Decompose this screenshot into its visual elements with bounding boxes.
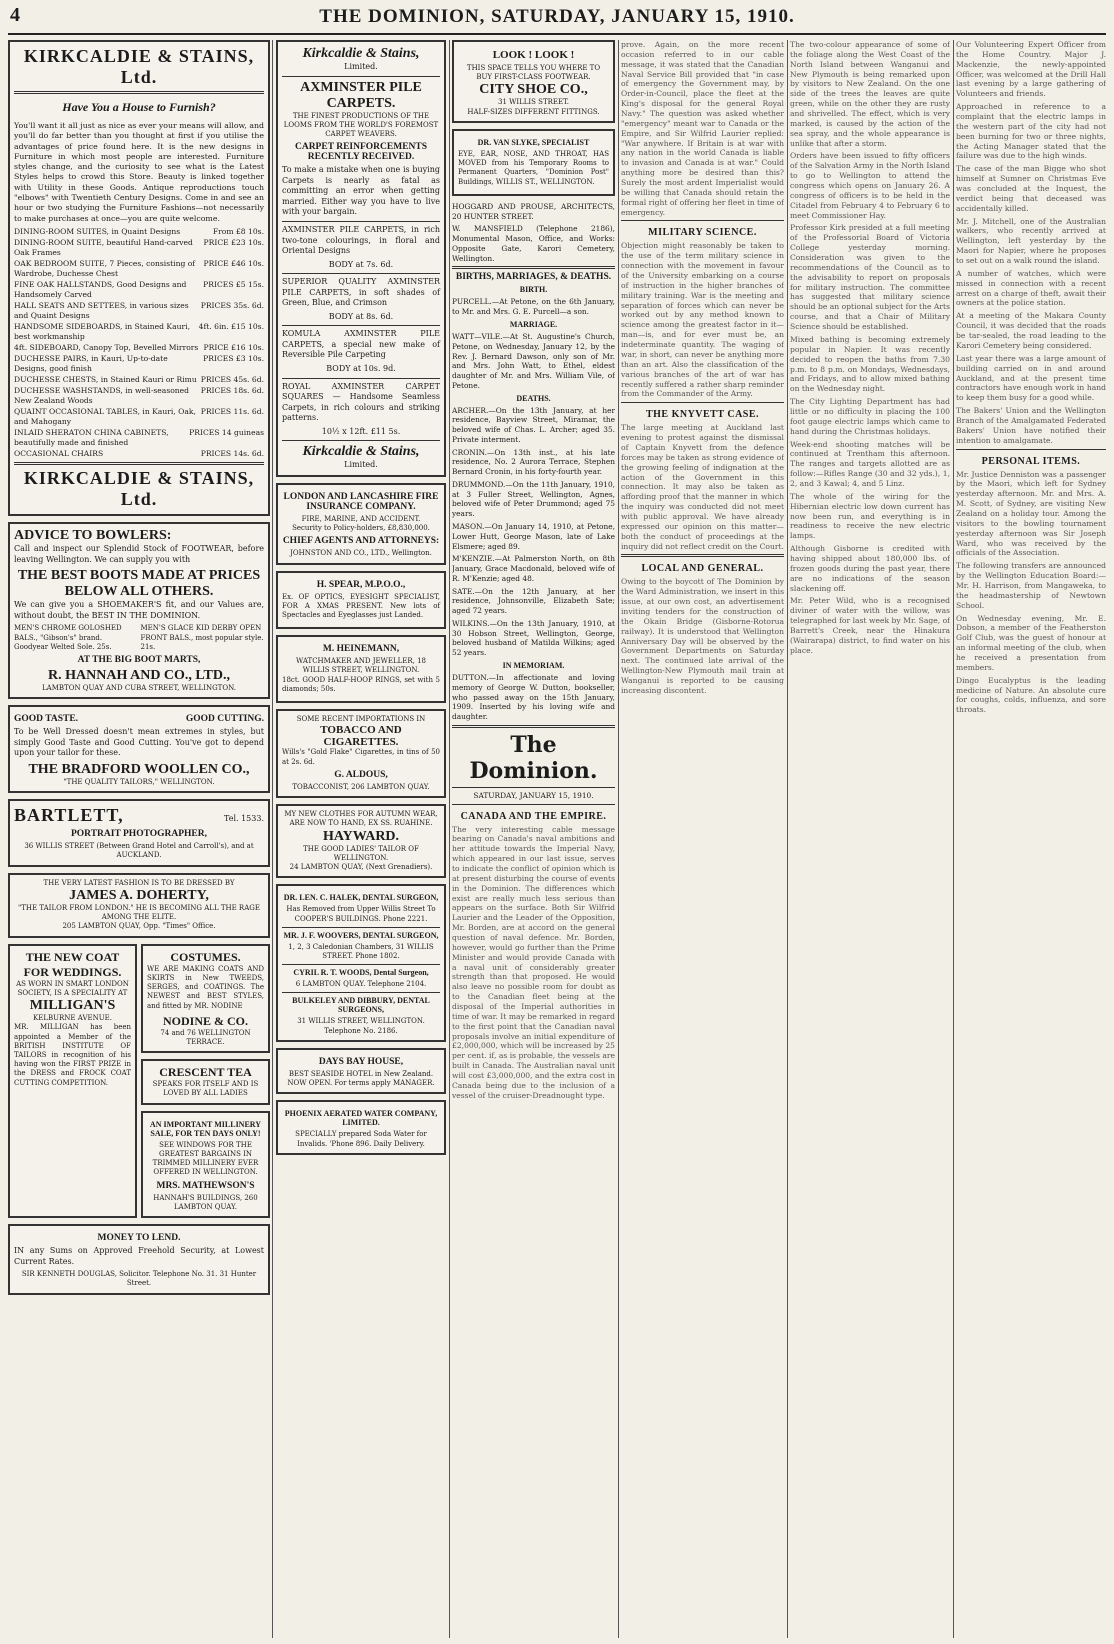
column-3 bbox=[452, 40, 615, 1638]
nodine-ad bbox=[141, 944, 270, 1054]
ad-preheading: SOME RECENT IMPORTATIONS IN bbox=[296, 715, 426, 724]
company-name: CITY SHOE CO., bbox=[479, 82, 588, 98]
newspaper-title: THE DOMINION, SATURDAY, JANUARY 15, 1910. bbox=[319, 6, 795, 27]
divider bbox=[282, 325, 440, 326]
death-notice: DRUMMOND.—On the 11th January, 1910, at 3 Fuller Street, Wellington, Agnes, beloved wife of Peter Drummond; aged 75 years. bbox=[452, 479, 615, 519]
company-address: TOBACCONIST, 206 LAMBTON QUAY. bbox=[292, 782, 430, 791]
boot-item: MEN'S CHROME GOLOSHED BALS., "Gibson's" brand. Goodyear Welted Sole. 25s. bbox=[14, 624, 122, 651]
dentist-name: BULKELEY AND DIBBURY, DENTAL SURGEONS, bbox=[292, 996, 430, 1015]
price-item: DUCHESSE WASHSTANDS, in well-seasoned New Zealand Woods PRICES 18s. 6d. bbox=[14, 386, 264, 406]
ad-text: WE ARE MAKING COATS AND SKIRTS in New TWEEDS, SERGES, and COATINGS. The NEWEST and BEST STYLES, and fitted by MR. NODINE bbox=[147, 964, 264, 1010]
ad-heading: MONEY TO LEND. bbox=[97, 1233, 181, 1244]
divider bbox=[452, 804, 615, 805]
ad-text: WATCHMAKER AND JEWELLER, 18 WILLIS STREET, WELLINGTON. bbox=[296, 657, 426, 675]
ad-heading: DAYS BAY HOUSE, bbox=[318, 1056, 404, 1067]
insurance-ad bbox=[276, 483, 446, 565]
bottom-ad-grid bbox=[8, 944, 270, 1225]
page-header bbox=[0, 0, 1114, 36]
ad-heading: THE NEW COAT FOR WEDDINGS. bbox=[23, 949, 122, 979]
price-item: INLAID SHERATON CHINA CABINETS, beautifully made and finished PRICES 14 guineas bbox=[14, 428, 264, 448]
ad-heading: ADVICE TO BOWLERS: bbox=[14, 528, 172, 544]
column-rule bbox=[618, 40, 619, 1638]
agents-name: JOHNSTON AND CO., LTD., Wellington. bbox=[290, 549, 432, 558]
ad-note: HALF-SIZES DIFFERENT FITTINGS. bbox=[467, 107, 600, 116]
company-tagline: THE GOOD LADIES' TAILOR OF WELLINGTON. bbox=[303, 844, 419, 862]
news-paragraph: The two-colour appearance of some of the foliage along the West Coast of the North Island between Wanganui and New Plymouth is being remarked upon by visitors to New Zealand. On the one side of the trees the leaves are quite green, while on the other they are rusty and shrivelled. The effect, which is very marked, is caused by the action of the sea spray, and the whole appearance is unlike that after a storm. bbox=[790, 40, 950, 148]
carpet-price: BODY at 8s. 6d. bbox=[328, 311, 394, 321]
article-body: The large meeting at Auckland last evening to protest against the dismissal of Captain Knyvett from the defence forces may be taken as strong evidence of the growing feeling of indignation at the action of the Government in this connection. It may also be taken as affording proof that the manner in which the inquiry was conducted did not meet with public approval. We have already expressed our opinion on this matter—both the conduct of proceedings at the inquiry did not reflect credit on the Court. bbox=[621, 423, 784, 551]
product-heading: AXMINSTER PILE CARPETS. bbox=[300, 79, 422, 111]
death-notice: CRONIN.—On 13th inst., at his late residence, No. 2 Aurora Terrace, Stephen Bernard Cronin, in his forty-fourth year. bbox=[452, 447, 615, 477]
news-paragraph: Mr. Peter Wild, who is a recognised diviner of water with the willow, was telegraphed for last week by Mr. Sage, of Barrett's Creek, near the Hinakura (Wairarapa) district, to find water on his place. bbox=[790, 596, 950, 655]
price-item: HALL SEATS AND SETTEES, in various sizes and Quaint Designs PRICES 35s. 6d. bbox=[14, 300, 264, 320]
company-name: R. HANNAH AND CO., LTD., bbox=[48, 668, 230, 684]
dentist-text: 31 WILLIS STREET, WELLINGTON. Telephone No. 2186. bbox=[297, 1017, 425, 1035]
price-item: FINE OAK HALLSTANDS, Good Designs and Handsomely Carved PRICES £5 15s. bbox=[14, 279, 264, 299]
divider bbox=[282, 76, 440, 77]
dentist-ads bbox=[276, 884, 446, 1042]
page-number: 4 bbox=[10, 4, 20, 26]
section-heading: BIRTHS, MARRIAGES, & DEATHS. bbox=[455, 272, 612, 283]
news-paragraph: Week-end shooting matches will be continued at Trentham this afternoon. The ranges and targets allotted are as follow:—Rifles Range (30 and 32 yds.), 1, 2, and 3 Kawal; 4, and 5 Linz. bbox=[790, 439, 950, 488]
kirkcaldie-furniture-ad bbox=[8, 40, 270, 516]
divider bbox=[452, 725, 615, 728]
mathewson-ad bbox=[141, 1111, 270, 1218]
column-1 bbox=[8, 40, 270, 1638]
ad-text: MY NEW CLOTHES FOR AUTUMN WEAR, ARE NOW TO HAND, EX SS. RUAHINE. bbox=[284, 810, 438, 828]
header-rule bbox=[8, 33, 1106, 35]
death-notice: MASON.—On January 14, 1910, at Petone, Lower Hutt, George Mason, late of Lake Elsmere; aged 89. bbox=[452, 522, 615, 551]
divider bbox=[621, 220, 784, 221]
ad-subheading: Have You a House to Furnish? bbox=[62, 100, 216, 114]
carpet-size: 10½ x 12ft. £11 5s. bbox=[321, 426, 401, 436]
company-name: MRS. MATHEWSON'S bbox=[156, 1180, 255, 1191]
phoenix-ad bbox=[276, 1100, 446, 1154]
ad-intro: You'll want it all just as nice as ever your means will allow, and you'll do far better than you thought at first if you utilise the advantages of price found here. It is the new designs in Furniture in which most people are interested. Furniture styles change, and the curiosity to see what is the Latest Styles helps to crowd this Store. Beauty is linked together with Utility in these Goods. Antique reproductions touch "elbows" with Twentieth Century Designs. Come in and see an hour or two studying the Furniture Fashions—not necessarily to make purchases at once—you are quite welcome. bbox=[14, 121, 264, 223]
article-heading: LOCAL AND GENERAL. bbox=[641, 563, 764, 575]
ad-text: BEST SEASIDE HOTEL in New Zealand. NOW OPEN. For terms apply MANAGER. bbox=[287, 1069, 435, 1088]
masthead: The Dominion. bbox=[469, 731, 598, 784]
company-address: HANNAH'S BUILDINGS, 260 LAMBTON QUAY. bbox=[153, 1193, 258, 1211]
hannah-boots-ad bbox=[8, 522, 270, 699]
ad-heading: Kirkcaldie & Stains, bbox=[302, 46, 420, 61]
ad-subheading: PORTRAIT PHOTOGRAPHER, bbox=[70, 829, 208, 840]
van-slyke-ad bbox=[452, 129, 615, 196]
news-paragraph: Orders have been issued to fifty officers of the Salvation Army in the North Island to go to Wellington to attend the congress which opens on January 26. A congress of officers is to be held in the Citadel from February 4 to February 6 to meet Commissioner Hay. bbox=[790, 151, 950, 220]
price-item: 4ft. SIDEBOARD, Canopy Top, Bevelled Mirrors PRICE £16 10s. bbox=[14, 342, 264, 352]
birth-notice: PURCELL.—At Petone, on the 6th January, to Mr. and Mrs. G. E. Purcell—a son. bbox=[452, 297, 615, 317]
dentist-text: 6 LAMBTON QUAY. Telephone 2104. bbox=[295, 980, 427, 989]
dentist-text: Has Removed from Upper Willis Street To COOPER'S BUILDINGS. Phone 2221. bbox=[286, 905, 436, 923]
days-bay-ad bbox=[276, 1048, 446, 1094]
ad-text: IN any Sums on Approved Freehold Security, at Lowest Current Rates. bbox=[14, 1246, 264, 1266]
column-rule bbox=[953, 40, 954, 1638]
company-address: KELBURNE AVENUE. bbox=[33, 1014, 112, 1023]
company-name: BARTLETT, bbox=[14, 805, 124, 826]
right-ads bbox=[141, 944, 270, 1225]
price-item: DUCHESSE PAIRS, in Kauri, Up-to-date Designs, good finish PRICES £3 10s. bbox=[14, 354, 264, 374]
news-paragraph: The case of the man Bigge who shot himself at Sumner on Christmas Eve was concluded at the Inquest, the verdict being that deceased was accidentally killed. bbox=[956, 164, 1106, 213]
divider bbox=[452, 266, 615, 269]
dentist-name: CYRIL R. T. WOODS, Dental Surgeon, bbox=[293, 968, 429, 978]
divider bbox=[452, 787, 615, 788]
ad-text: Ex. OF OPTICS, EYESIGHT SPECIALIST, FOR A XMAS PRESENT. New lots of Spectacles and Eyeglasses just Landed. bbox=[282, 592, 440, 619]
ad-preheading: THE VERY LATEST FASHION IS TO BE DRESSED BY bbox=[43, 878, 235, 887]
news-paragraph: The following transfers are announced by the Wellington Education Board:—Mr. H. Harrison, from Mangaweka, to the headmastership of Newtown School. bbox=[956, 561, 1106, 610]
article-heading: THE KNYVETT CASE. bbox=[645, 409, 760, 421]
column-rule bbox=[449, 40, 450, 1638]
death-notice: ARCHER.—On the 13th January, at her residence, Bayview Street, Miramar, the beloved wife of Chas. L. Archer; aged 35. Private interment. bbox=[452, 405, 615, 444]
company-address: LAMBTON QUAY AND CUBA STREET, WELLINGTON. bbox=[42, 684, 236, 693]
divider bbox=[621, 554, 784, 557]
ad-heading-row bbox=[14, 711, 264, 727]
divider bbox=[282, 378, 440, 379]
column-rule bbox=[787, 40, 788, 1638]
notice-heading: BIRTH. bbox=[519, 285, 548, 295]
ad-subheading: Limited. bbox=[344, 62, 378, 71]
divider bbox=[282, 440, 440, 441]
ad-footer: Kirkcaldie & Stains, bbox=[302, 444, 420, 460]
company-name: THE BRADFORD WOOLLEN CO., bbox=[28, 761, 250, 777]
news-paragraph: The whole of the wiring for the Hibernian electric low down current has now been run, and everything is in readiness to receive the new electric lamps. bbox=[790, 491, 950, 541]
price-item: HANDSOME SIDEBOARDS, in Stained Kauri, best workmanship 4ft. 6in. £15 10s. bbox=[14, 321, 264, 341]
aldous-ad bbox=[276, 709, 446, 798]
company-address: 31 WILLIS STREET. bbox=[498, 98, 569, 107]
agents-heading: CHIEF AGENTS AND ATTORNEYS: bbox=[282, 536, 440, 547]
carpet-price: BODY at 10s. 9d. bbox=[326, 364, 396, 373]
ad-heading: AN IMPORTANT MILLINERY SALE, FOR TEN DAYS ONLY! bbox=[149, 1119, 262, 1138]
heading-right: GOOD CUTTING. bbox=[185, 714, 264, 725]
ad-heading: LONDON AND LANCASHIRE FIRE INSURANCE COMPANY. bbox=[283, 491, 439, 512]
ad-heading: PHOENIX AERATED WATER COMPANY, LIMITED. bbox=[284, 1109, 438, 1128]
heinemann-ad bbox=[276, 635, 446, 703]
crescent-tea-ad bbox=[141, 1059, 270, 1104]
spear-ad bbox=[276, 571, 446, 630]
column-rule bbox=[272, 40, 273, 1638]
ad-note: We can give you a SHOEMAKER'S fit, and our Values are, without doubt, the BEST IN THE DOMINION. bbox=[14, 600, 264, 620]
price-item: DUCHESSE CHESTS, in Stained Kauri or Rimu PRICES 45s. 6d. bbox=[14, 375, 264, 385]
ad-text: To make a mistake when one is buying Carpets is nearly as fatal as committing an error when getting married. Either way you have to live with your bargain. bbox=[282, 165, 440, 217]
divider bbox=[621, 402, 784, 403]
news-paragraph: Last year there was a large amount of building carried on in and around Auckland, and at the present time contractors have enough work in hand to keep them busy for a good while. bbox=[956, 353, 1106, 403]
news-paragraph: On Wednesday evening, Mr. E. Dobson, a member of the Featherston Golf Club, was the guest of honour at an informal meeting of the club, when he received a presentation from members. bbox=[956, 613, 1106, 672]
news-paragraph: Approached in reference to a complaint that the electric lamps in the western part of the city had not been burning for two or three nights, the Acting Manager stated that the failure was due to the high winds. bbox=[956, 102, 1106, 161]
price-list bbox=[14, 227, 264, 459]
company-address: 36 WILLIS STREET (Between Grand Hotel and Carroll's), and at AUCKLAND. bbox=[24, 842, 254, 860]
article-heading: MILITARY SCIENCE. bbox=[648, 227, 757, 239]
company-name: MILLIGAN'S bbox=[29, 998, 116, 1014]
divider bbox=[282, 927, 440, 928]
editorial-heading: CANADA AND THE EMPIRE. bbox=[460, 810, 607, 822]
ad-note: "THE TAILOR FROM LONDON." HE IS BECOMING ALL THE RAGE AMONG THE ELITE. bbox=[18, 903, 260, 922]
memoriam-notice: DUTTON.—In affectionate and loving memory of George W. Dutton, bookseller, who passed away on the 15th January, 1909. Inserted by his loving wife and daughter. bbox=[452, 672, 615, 722]
price-item: OAK BEDROOM SUITE, 7 Pieces, consisting of Wardrobe, Duchesse Chest PRICE £46 10s. bbox=[14, 258, 264, 278]
article-body: Owing to the boycott of The Dominion by the Ward Administration, we insert in this issue, at our own cost, an advertisement inviting tenders for the construction of the Okain Bridge (Gisborne-Rotorua railway). It is understood that Wellington Anniversary Day will be observed by the Government Departments on Saturday next. The continued late arrival of the Wellington-New Plymouth mail train at Wanganui is reported to be causing increasing discontent. bbox=[621, 577, 784, 695]
death-notice: SATE.—On the 12th January, at her residence, Johnsonville, Elizabeth Sate; aged 72 years. bbox=[452, 586, 615, 616]
ad-text: Call and inspect our Splendid Stock of FOOTWEAR, before leaving Wellington. We can supply you with bbox=[14, 544, 264, 564]
news-paragraph: Mr. J. Mitchell, one of the Australian walkers, who recently arrived at Wellington, left yesterday by the Maori for Napier, where he proposes to set out on a walk round the island. bbox=[956, 216, 1106, 266]
ad-text: Wills's "Gold Flake" Cigarettes, in tins of 50 at 2s. 6d. bbox=[282, 748, 440, 766]
doherty-ad bbox=[8, 873, 270, 938]
news-paragraph: The City Lighting Department has had little or no difficulty in placing the 100 foot gauge electric lamps which came to hand during the Christmas holidays. bbox=[790, 397, 950, 436]
carpet-item: SUPERIOR QUALITY AXMINSTER PILE CARPETS, in soft shades of Green, Blue, and Crimson bbox=[282, 277, 440, 308]
carpet-item: AXMINSTER PILE CARPETS, in rich two-tone colourings, in floral and Oriental Designs bbox=[282, 224, 440, 256]
section-heading: CARPET REINFORCEMENTS RECENTLY RECEIVED. bbox=[294, 142, 428, 163]
company-name: JAMES A. DOHERTY, bbox=[69, 887, 209, 903]
price-item: QUAINT OCCASIONAL TABLES, in Kauri, Oak, and Mahogany PRICES 11s. 6d. bbox=[14, 407, 264, 427]
ad-subheading: FIRE, MARINE, AND ACCIDENT. bbox=[301, 514, 421, 523]
marriage-notice: WATT—VILE.—At St. Augustine's Church, Petone, on Wednesday, January 12, by the Rev. J. Bernard Dawson, only son of Mr. and Mrs. John Watt, to Ethel, eldest daughter of Mr. and Mrs. William Vile, of Petone. bbox=[452, 332, 615, 390]
price-item: DINING-ROOM SUITE, beautiful Hand-carved Oak Frames PRICE £23 10s. bbox=[14, 237, 264, 257]
ad-text: SPEAKS FOR ITSELF AND IS LOVED BY ALL LADIES bbox=[152, 1080, 259, 1098]
news-paragraph: Although Gisborne is credited with having shipped about 180,000 lbs. of frozen goods during the past year, there are no indications of the season slackening off. bbox=[790, 544, 950, 593]
ad-text: To be Well Dressed doesn't mean extremes in styles, but simply Good Taste and Good Cutting. You've got to depend upon your tailor for these. bbox=[14, 727, 264, 758]
ad-text: Security to Policy-holders, £8,830,000. bbox=[292, 524, 430, 533]
ad-heading: LOOK ! LOOK ! bbox=[492, 49, 575, 61]
divider bbox=[282, 221, 440, 222]
ad-footer-sub: Limited. bbox=[344, 460, 378, 470]
ad-text: SEE WINDOWS FOR THE GREATEST BARGAINS IN TRIMMED MILLINERY EVER OFFERED IN WELLINGTON. bbox=[152, 1140, 259, 1177]
ad-body: MR. MILLIGAN has been appointed a Member of the BRITISH INSTITUTE OF TAILORS in recognition of his having won the FIRST PRIZE in the DRESS and FROCK COAT CUTTING COMPETITION. bbox=[14, 1023, 131, 1087]
hayward-ad bbox=[276, 804, 446, 878]
divider bbox=[956, 449, 1106, 450]
carpet-price: BODY at 7s. 6d. bbox=[328, 259, 394, 269]
column-6 bbox=[956, 40, 1106, 1638]
notice-heading: IN MEMORIAM. bbox=[502, 660, 565, 670]
carpet-item: ROYAL AXMINSTER CARPET SQUARES — Handsome Seamless Carpets, in rich colours and striking patterns. bbox=[282, 381, 440, 423]
ad-heading: CRESCENT TEA bbox=[159, 1065, 252, 1080]
ad-subheading: AT THE BIG BOOT MARTS, bbox=[77, 655, 201, 666]
milligan-ad bbox=[8, 944, 137, 1219]
ad-text: THIS SPACE TELLS YOU WHERE TO BUY FIRST-CLASS FOOTWEAR. bbox=[466, 64, 601, 82]
news-paragraph: Dingo Eucalyptus is the leading medicine of Nature. An absolute cure for coughs, colds, influenza, and sore throats. bbox=[956, 675, 1106, 715]
company-address: 74 and 76 WELLINGTON TERRACE. bbox=[160, 1028, 251, 1046]
news-paragraph: The Bakers' Union and the Wellington Branch of the Amalgamated Federated Bakers' Union have notified their intention to amalgamate. bbox=[956, 406, 1106, 445]
notice-heading: MARRIAGE. bbox=[509, 320, 558, 329]
column-5 bbox=[790, 40, 950, 1638]
divider bbox=[282, 992, 440, 993]
death-notice: M'KENZIE.—At Palmerston North, on 8th January, Grace Macdonald, beloved wife of R. M'Kenzie; aged 48. bbox=[452, 554, 615, 583]
ad-heading: H. SPEAR, M.P.O.O., bbox=[316, 579, 406, 590]
ad-item: 18ct. GOOD HALF-HOOP RINGS, set with 5 diamonds; 50s. bbox=[282, 675, 440, 693]
ad-heading: DR. VAN SLYKE, SPECIALIST bbox=[477, 137, 590, 147]
news-paragraph: Professor Kirk presided at a full meeting of the Professorial Board of Victoria College yesterday morning. Consideration was given to the recommendations of the Council as to the advisability to report on proposals for military instruction. The committee has suggested that military science should be an optional subject for the Arts course, and that a Chair of Military Science should be established. bbox=[790, 223, 950, 332]
company-name: G. ALDOUS, bbox=[334, 769, 388, 780]
news-paragraph: A number of watches, which were missed in connection with a recent arrest on a charge of theft, await their owners at the police station. bbox=[956, 268, 1106, 308]
phone-number: Tel. 1533. bbox=[224, 814, 264, 824]
death-notice: WILKINS.—On the 13th January, 1910, at 30 Hobson Street, Wellington, George, beloved husband of Matilda Wilkins; aged 52 years. bbox=[452, 618, 615, 658]
news-paragraph: At a meeting of the Makara County Council, it was decided that the roads be tar-sealed, the road leading to the Karori Cemetery being considered. bbox=[956, 311, 1106, 350]
article-heading: PERSONAL ITEMS. bbox=[981, 455, 1081, 467]
notice-heading: DEATHS. bbox=[516, 393, 551, 403]
editorial-continued: prove. Again, on the more recent occasion referred to in our cable message, it was stated that the Canadian Naval Service Bill provided that "in case of emergency the Government may, by Order-in-Council, place the fleet at the King's disposal for the general Royal Navy." The question was asked whether "emergency" meant war to Canada or the Empire, and Sir Wilfrid Laurier replied: "War anywhere. If Britain is at war with any nation in the world Canada is liable to invasion and Canada is at war." Could anything more be desired than this? Surely the most ardent Imperialist would be willing that Canada should retain the formal right of offering her fleet in time of emergency. bbox=[621, 40, 784, 217]
ad-heading: TOBACCO AND CIGARETTES. bbox=[320, 724, 402, 749]
money-to-lend-ad bbox=[8, 1224, 270, 1295]
dentist-text: 1, 2, 3 Caledonian Chambers, 31 WILLIS STREET. Phone 1802. bbox=[288, 942, 434, 960]
divider bbox=[14, 91, 264, 94]
price-item: DINING-ROOM SUITES, in Quaint Designs From £8 10s. bbox=[14, 226, 264, 236]
company-address: 205 LAMBTON QUAY, Opp. "Times" Office. bbox=[62, 922, 216, 931]
price-item: OCCASIONAL CHAIRS PRICES 14s. 6d. bbox=[14, 449, 264, 459]
ad-slogan: THE BEST BOOTS MADE AT PRICES BELOW ALL OTHERS. bbox=[17, 568, 261, 600]
column-2 bbox=[276, 40, 446, 1638]
news-paragraph: Mixed bathing is becoming extremely popular in Napier. It was recently decided to reopen the baths from 7.30 p.m. to 8 p.m. on Mondays, Wednesdays, and Fridays, and to allow mixed bathing on the Wednesday night. bbox=[790, 334, 950, 394]
company-name: HAYWARD. bbox=[322, 828, 400, 844]
ad-text: AS WORN IN SMART LONDON SOCIETY, IS A SPECIALITY AT bbox=[16, 979, 129, 997]
ad-footer: KIRKCALDIE & STAINS, Ltd. bbox=[23, 468, 255, 510]
article-body: Objection might reasonably be taken to the use of the term military science in connection with the movement in favour of the University embarking on a course of instruction in the higher branches of military training. War is the meeting and separation of forces which can never be worked out by any method known to science among the greatest factor in it—man—is, and for ever must be, an indeterminate quantity. The waging of war, in short, can never be anything more than an art. Also the classification of the various branches of the art of war has recently suffered a rather sharp reminder from the Commander of the Army. bbox=[621, 241, 784, 399]
hoggard-notice: HOGGARD AND PROUSE, ARCHITECTS, 20 HUNTER STREET. bbox=[452, 201, 615, 221]
ad-signature: SIR KENNETH DOUGLAS, Solicitor. Telephone No. 31. 31 Hunter Street. bbox=[21, 1270, 257, 1288]
divider bbox=[282, 273, 440, 274]
bradford-ad bbox=[8, 705, 270, 793]
ad-text: EYE, EAR, NOSE, AND THROAT, HAS MOVED from his Temporary Rooms to Permanent Quarters, "Dominion Post" Buildings, WILLIS ST., WELLINGTON. bbox=[458, 149, 609, 186]
news-paragraph: Mr. Justice Denniston was a passenger by the Maori, which left for Sydney yesterday afternoon. Mr. and Mrs. A. M. Scott, of Sydney, are visiting New Zealand on a holiday tour. Among the visitors to the bowling tournament yesterday afternoon was Sir Joseph Ward, who was received by the officials of the Association. bbox=[956, 469, 1106, 558]
carpet-item: KOMULA AXMINSTER PILE CARPETS, a special new make of Reversible Pile Carpeting bbox=[282, 329, 440, 360]
divider bbox=[282, 964, 440, 965]
ad-heading: COSTUMES. bbox=[170, 949, 241, 964]
column-4 bbox=[621, 40, 784, 1638]
bartlett-ad bbox=[8, 799, 270, 866]
news-paragraph: Our Volunteering Expert Officer from the Home Country. Major J. Mackenzie, the newly-appointed Officer, was welcomed at the Drill Hall last evening by a large gathering of Volunteers and friends. bbox=[956, 40, 1106, 99]
city-shoe-ad bbox=[452, 40, 615, 123]
dateline: SATURDAY, JANUARY 15, 1910. bbox=[473, 790, 594, 800]
company-name: NODINE & CO. bbox=[162, 1013, 248, 1028]
ad-text: SPECIALLY prepared Soda Water for Invalids. 'Phone 896. Daily Delivery. bbox=[295, 1130, 427, 1148]
company-tagline: "THE QUALITY TAILORS," WELLINGTON. bbox=[63, 777, 215, 786]
company-address: 24 LAMBTON QUAY, (Next Grenadiers). bbox=[289, 863, 433, 872]
dentist-name: DR. LEN. C. HALEK, DENTAL SURGEON, bbox=[283, 893, 439, 903]
boot-list bbox=[14, 624, 264, 652]
ad-heading: KIRKCALDIE & STAINS, Ltd. bbox=[23, 46, 255, 87]
boot-item: MEN'S GLACE KID DERBY OPEN FRONT BALS., most popular style. 21s. bbox=[140, 624, 264, 651]
ad-heading: M. HEINEMANN, bbox=[322, 644, 400, 655]
divider bbox=[14, 462, 264, 465]
ad-heading-row bbox=[14, 805, 264, 826]
heading-left: GOOD TASTE. bbox=[14, 714, 79, 725]
editorial-body: The very interesting cable message bearing on Canada's naval ambitions and her attitude towards the Imperial Navy, which appeared in our last issue, serves to indicate the conflict of opinion which is at present disturbing the course of events in the Dominion. The differences which exist are really much less serious than appears on the surface. Both Sir Wilfrid Laurier and the Leader of the Opposition, Mr. Borden, are at accord on the general question of naval defence. Mr. Borden, however, would go further than the Prime Minister and would provide Canada with a naval unit of considerably greater strength than that proposed. He would also leave no possible room for doubt as to the Canadian fleet being at the disposal of the Imperial authorities in time of war. It may be remarked in regard to the first point that the Canadian naval proposals involve an initial expenditure of £2,000,000, which will be increased by 25 per cent. if, as is probable, the vessels are built in Canada. The Australian naval unit will cost £3,000,000, and the extra cost in Canada being due to the inclusion of a vessel of the cruiser-Dreadnought type. bbox=[452, 824, 615, 1100]
mansfield-notice: W. MANSFIELD (Telephone 2186), Monumental Mason, Office, and Works: Opposite Gate, Karori Cemetery, Wellington. bbox=[452, 224, 615, 263]
product-tagline: THE FINEST PRODUCTIONS OF THE LOOMS FROM THE WORLD'S FOREMOST CARPET WEAVERS. bbox=[283, 111, 439, 139]
dentist-name: MR. J. F. WOOVERS, DENTAL SURGEON, bbox=[283, 930, 439, 940]
kirkcaldie-carpet-ad bbox=[276, 40, 446, 477]
